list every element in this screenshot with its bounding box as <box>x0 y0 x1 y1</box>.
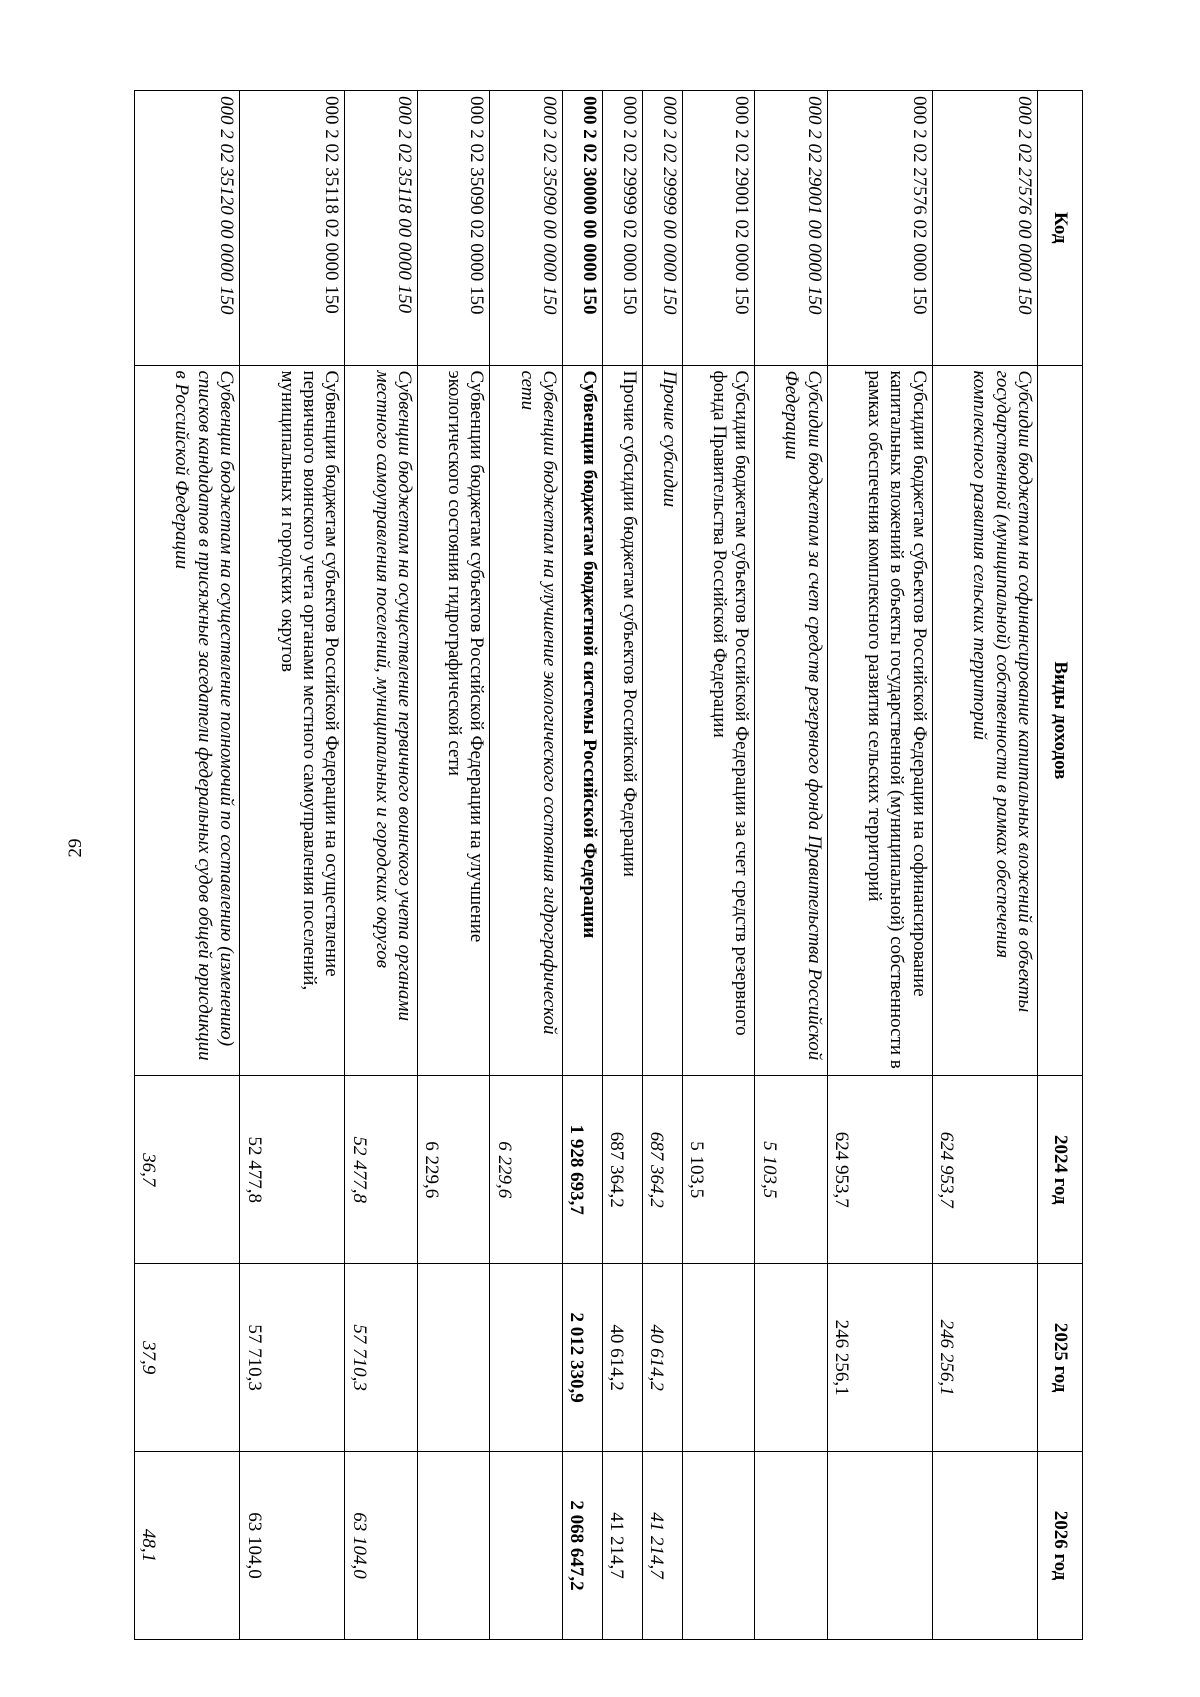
row-code: 000 2 02 35090 02 0000 150 <box>417 91 490 366</box>
row-code: 000 2 02 29001 02 0000 150 <box>682 91 755 366</box>
row-value-2024: 687 364,2 <box>602 1076 642 1264</box>
table-row <box>932 91 1037 1640</box>
row-code: 000 2 02 27576 00 0000 150 <box>932 91 1037 366</box>
table-row <box>755 91 828 1640</box>
row-value-2026 <box>682 1452 755 1640</box>
table-row <box>135 91 240 1640</box>
revenue-table <box>134 90 1083 1640</box>
table-row <box>602 91 642 1640</box>
row-value-2025: 2 012 330,9 <box>562 1264 602 1452</box>
row-value-2025 <box>682 1264 755 1452</box>
row-description: Субсидии бюджетам за счет средств резервного фонда Правительства Российской Федерации <box>755 365 828 1076</box>
row-value-2026 <box>827 1452 932 1640</box>
row-description: Субвенции бюджетам субъектов Российской Федерации на улучшение экологического состояния гидрографической сети <box>417 365 490 1076</box>
header-code: Код <box>1038 91 1083 366</box>
row-value-2024: 624 953,7 <box>932 1076 1037 1264</box>
row-value-2024: 624 953,7 <box>827 1076 932 1264</box>
table-row <box>827 91 932 1640</box>
row-description: Прочие субсидии <box>642 365 682 1076</box>
row-value-2024: 52 477,8 <box>240 1076 345 1264</box>
row-value-2025: 246 256,1 <box>932 1264 1037 1452</box>
table-row <box>345 91 418 1640</box>
table-row <box>682 91 755 1640</box>
row-description: Субвенции бюджетам субъектов Российской Федерации на осуществление первичного воинского учета органами местного самоуправления поселений, муниципальных и городских округов <box>240 365 345 1076</box>
row-value-2025 <box>755 1264 828 1452</box>
row-value-2025 <box>417 1264 490 1452</box>
row-description: Субвенции бюджетам бюджетной системы Российской Федерации <box>562 365 602 1076</box>
row-value-2024: 52 477,8 <box>345 1076 418 1264</box>
row-value-2026: 41 214,7 <box>602 1452 642 1640</box>
row-description: Субсидии бюджетам на софинансирование капитальных вложений в объекты государственной (муниципальной) собственности в рамках обеспечения комплексного развития сельских территорий <box>932 365 1037 1076</box>
row-code: 000 2 02 35118 00 0000 150 <box>345 91 418 366</box>
row-description: Субвенции бюджетам на осуществление полномочий по составлению (изменению) списков кандидатов в присяжные заседатели федеральных судов общей юрисдикции в Российской Федерации <box>135 365 240 1076</box>
row-value-2026: 2 068 647,2 <box>562 1452 602 1640</box>
row-description: Субвенции бюджетам на осуществление первичного воинского учета органами местного самоуправления поселений, муниципальных и городских округов <box>345 365 418 1076</box>
row-code: 000 2 02 29999 00 0000 150 <box>642 91 682 366</box>
table-row <box>417 91 490 1640</box>
header-2026: 2026 год <box>1038 1452 1083 1640</box>
table-row <box>240 91 345 1640</box>
header-2024: 2024 год <box>1038 1076 1083 1264</box>
row-value-2025: 57 710,3 <box>240 1264 345 1452</box>
row-value-2025: 40 614,2 <box>602 1264 642 1452</box>
row-value-2024: 5 103,5 <box>682 1076 755 1264</box>
row-description: Субвенции бюджетам на улучшение экологического состояния гидрографической сети <box>490 365 563 1076</box>
row-value-2026: 41 214,7 <box>642 1452 682 1640</box>
row-value-2025: 37,9 <box>135 1264 240 1452</box>
row-code: 000 2 02 27576 02 0000 150 <box>827 91 932 366</box>
row-description: Субсидии бюджетам субъектов Российской Федерации на софинансирование капитальных вложений в объекты государственной (муниципальной) собственности в рамках обеспечения комплексного развития сельских территорий <box>827 365 932 1076</box>
row-code: 000 2 02 35120 00 0000 150 <box>135 91 240 366</box>
row-value-2024: 36,7 <box>135 1076 240 1264</box>
row-code: 000 2 02 35118 02 0000 150 <box>240 91 345 366</box>
header-2025: 2025 год <box>1038 1264 1083 1452</box>
row-value-2026: 63 104,0 <box>240 1452 345 1640</box>
row-value-2024: 6 229,6 <box>417 1076 490 1264</box>
row-value-2024: 687 364,2 <box>642 1076 682 1264</box>
row-code: 000 2 02 29001 00 0000 150 <box>755 91 828 366</box>
table-row <box>642 91 682 1640</box>
row-value-2026: 48,1 <box>135 1452 240 1640</box>
row-description: Субсидии бюджетам субъектов Российской Федерации за счет средств резервного фонда Правительства Российской Федерации <box>682 365 755 1076</box>
row-code: 000 2 02 30000 00 0000 150 <box>562 91 602 366</box>
header-description: Виды доходов <box>1038 365 1083 1076</box>
table-row <box>490 91 563 1640</box>
row-value-2025: 246 256,1 <box>827 1264 932 1452</box>
row-value-2026 <box>417 1452 490 1640</box>
rotated-page-content <box>134 90 1083 1640</box>
row-code: 000 2 02 35090 00 0000 150 <box>490 91 563 366</box>
table-header-row <box>1038 91 1083 1640</box>
row-value-2024: 1 928 693,7 <box>562 1076 602 1264</box>
row-value-2026: 63 104,0 <box>345 1452 418 1640</box>
row-code: 000 2 02 29999 02 0000 150 <box>602 91 642 366</box>
row-value-2026 <box>755 1452 828 1640</box>
row-value-2025: 57 710,3 <box>345 1264 418 1452</box>
row-value-2024: 5 103,5 <box>755 1076 828 1264</box>
row-description: Прочие субсидии бюджетам субъектов Российской Федерации <box>602 365 642 1076</box>
row-value-2024: 6 229,6 <box>490 1076 563 1264</box>
page-number: 29 <box>65 838 86 858</box>
row-value-2025: 40 614,2 <box>642 1264 682 1452</box>
row-value-2026 <box>490 1452 563 1640</box>
row-value-2025 <box>490 1264 563 1452</box>
table-row <box>562 91 602 1640</box>
row-value-2026 <box>932 1452 1037 1640</box>
